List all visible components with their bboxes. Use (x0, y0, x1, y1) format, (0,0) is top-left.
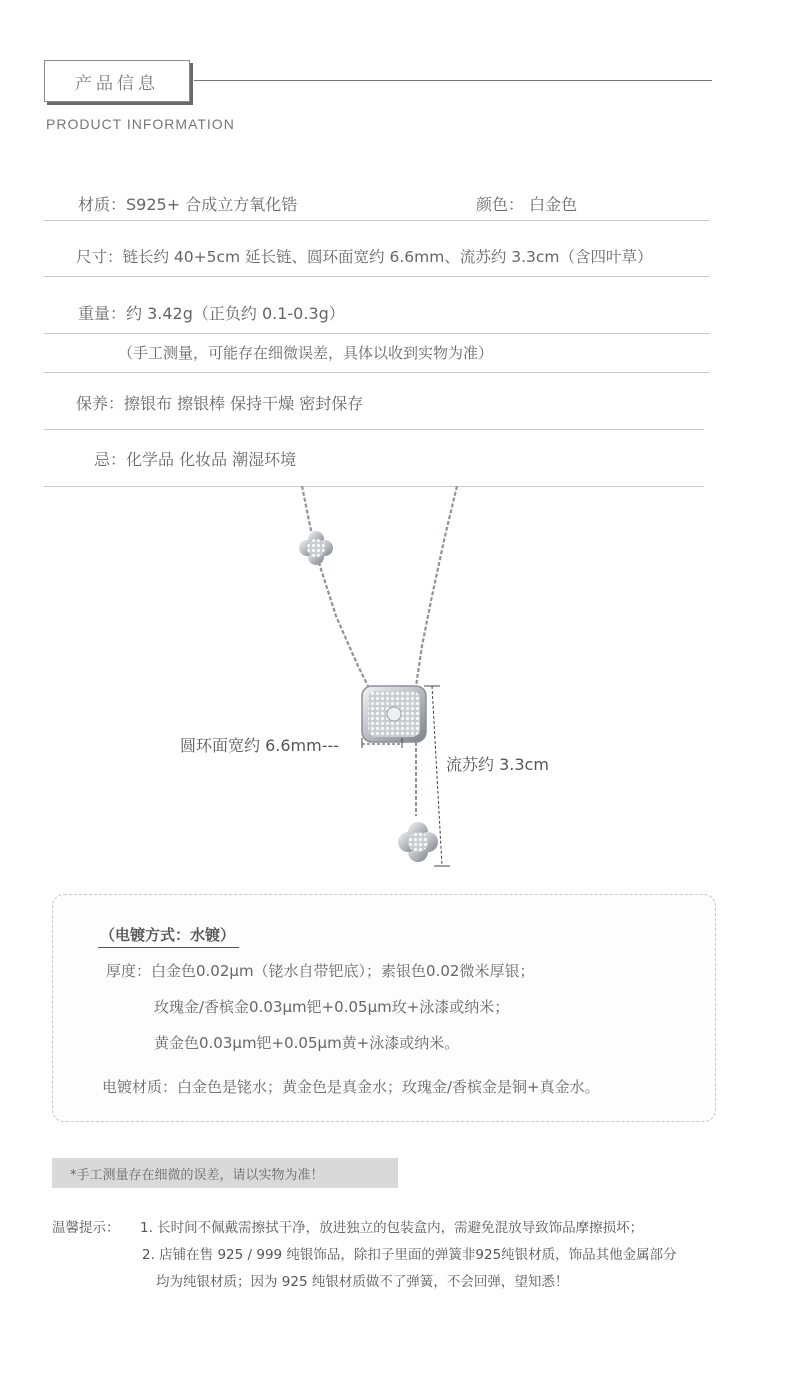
row-divider (44, 220, 710, 221)
spec-weight: 重量：约 3.42g（正负约 0.1-0.3g） (78, 304, 345, 323)
spec-care: 保养：擦银布 擦银棒 保持干燥 密封保存 (76, 394, 364, 413)
tassel-length-label: 流苏约 3.3cm (446, 755, 549, 774)
spec-weight-note: （手工测量，可能存在细微误差，具体以收到实物为准） (118, 344, 494, 362)
spec-color: 颜色： 白金色 (476, 195, 578, 214)
plating-material-line: 电镀材质：白金色是铑水；黄金色是真金水；玫瑰金/香槟金是铜+真金水。 (102, 1078, 600, 1096)
measurement-notice-text: *手工测量存在细微的误差，请以实物为准！ (70, 1167, 324, 1183)
row-divider (44, 372, 710, 373)
row-divider (44, 429, 704, 430)
plating-thickness-line: 厚度：白金色0.02μm（铑水自带钯底）；素银色0.02微米厚银； (106, 962, 535, 980)
spec-avoid: 忌：化学品 化妆品 潮湿环境 (94, 450, 297, 469)
tip-item-2-cont: 均为纯银材质；因为 925 纯银材质做不了弹簧，不会回弹，望知悉！ (156, 1274, 569, 1290)
spec-material: 材质：S925+ 合成立方氧化锆 (78, 195, 298, 214)
section-title-en: PRODUCT INFORMATION (46, 116, 235, 132)
spec-size: 尺寸：链长约 40+5cm 延长链、圆环面宽约 6.6mm、流苏约 3.3cm（含四叶草） (76, 248, 653, 266)
row-divider (44, 276, 710, 277)
tips-label: 温馨提示： (52, 1220, 120, 1236)
ring-barrel-icon (362, 686, 426, 742)
title-divider (194, 80, 712, 81)
necklace-product-image (170, 486, 610, 876)
plating-title: （电镀方式：水镀） (98, 924, 239, 948)
ring-width-label: 圆环面宽约 6.6mm--- (180, 736, 340, 755)
tassel-clover-icon (398, 822, 438, 862)
tip-item-2: 2. 店铺在售 925 / 999 纯银饰品，除扣子里面的弹簧非925纯银材质，饰品其他金属部分 (142, 1247, 677, 1263)
plating-rose-line: 玫瑰金/香槟金0.03μm钯+0.05μm玫+泳漆或纳米； (154, 998, 510, 1016)
row-divider (44, 333, 710, 334)
tip-item-1: 1. 长时间不佩戴需擦拭干净，放进独立的包装盒内，需避免混放导致饰品摩擦损坏； (140, 1220, 644, 1236)
section-title-box (44, 60, 190, 102)
clover-charm-icon (299, 531, 333, 565)
measurement-notice (52, 1158, 398, 1188)
section-title-cn: 产品信息 (75, 73, 159, 94)
plating-gold-line: 黄金色0.03μm钯+0.05μm黄+泳漆或纳米。 (154, 1034, 460, 1052)
